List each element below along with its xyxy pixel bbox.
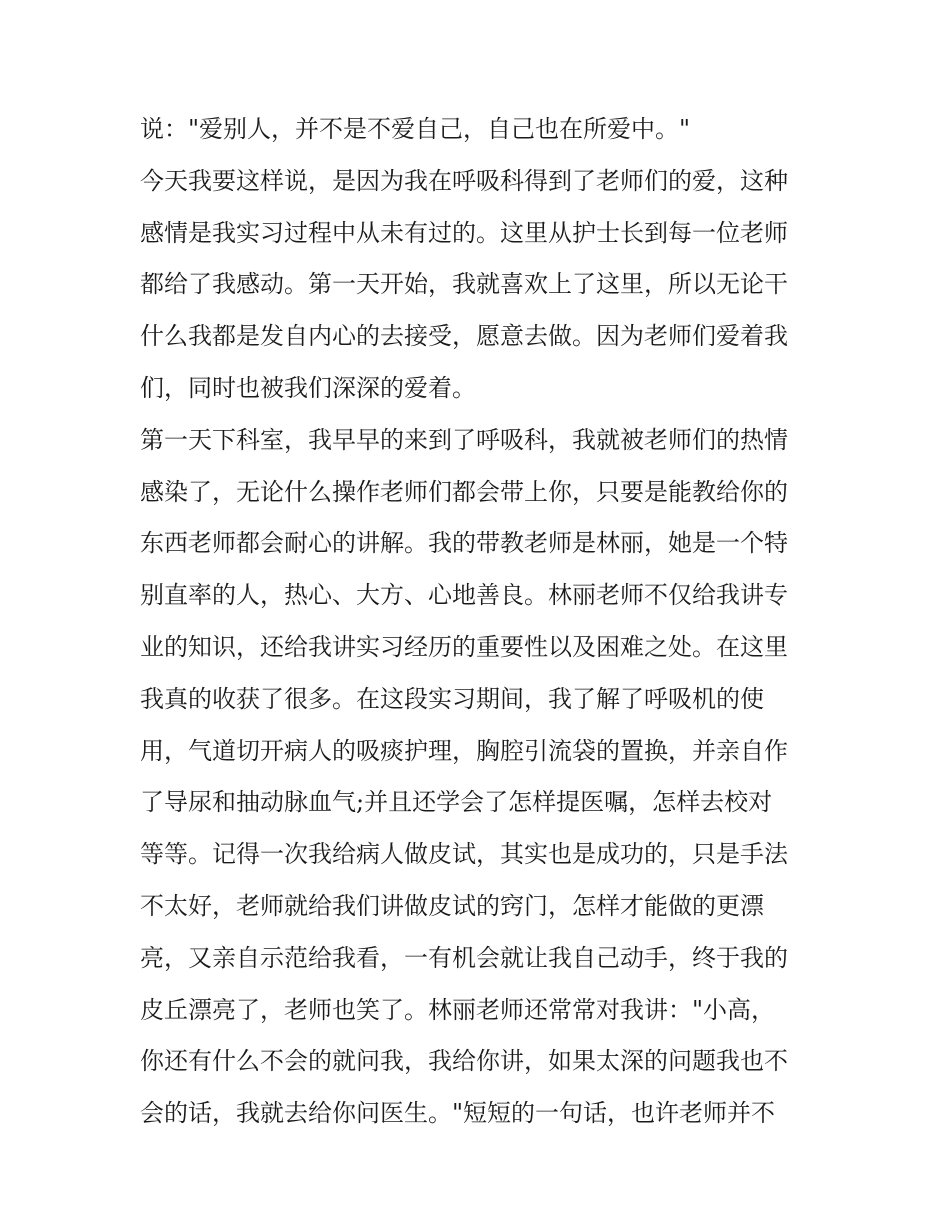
text-line: 你还有什么不会的就问我，我给你讲，如果太深的问题我也不 bbox=[140, 1047, 788, 1076]
text-line: 皮丘漂亮了，老师也笑了。林丽老师还常常对我讲："小高， bbox=[140, 995, 776, 1024]
text-line: 业的知识，还给我讲实习经历的重要性以及困难之处。在这里 bbox=[140, 632, 788, 661]
text-line: 说："爱别人，并不是不爱自己，自己也在所爱中。" bbox=[140, 115, 691, 143]
text-line: 什么我都是发自内心的去接受，愿意去做。因为老师们爱着我 bbox=[140, 322, 788, 351]
text-line: 会的话，我就去给你问医生。"短短的一句话，也许老师并不 bbox=[140, 1099, 776, 1128]
text-line: 东西老师都会耐心的讲解。我的带教老师是林丽，她是一个特 bbox=[140, 529, 788, 558]
text-line: 用，气道切开病人的吸痰护理，胸腔引流袋的置换，并亲自作 bbox=[140, 736, 788, 765]
text-line: 第一天下科室，我早早的来到了呼吸科，我就被老师们的热情 bbox=[140, 425, 788, 454]
text-line: 今天我要这样说，是因为我在呼吸科得到了老师们的爱，这种 bbox=[140, 166, 788, 195]
text-line: 感情是我实习过程中从未有过的。这里从护士长到每一位老师 bbox=[140, 218, 788, 247]
text-line: 了导尿和抽动脉血气;并且还学会了怎样提医嘱，怎样去校对 bbox=[140, 788, 773, 817]
text-line: 亮，又亲自示范给我看，一有机会就让我自己动手，终于我的 bbox=[140, 943, 788, 972]
text-line: 等等。记得一次我给病人做皮试，其实也是成功的，只是手法 bbox=[140, 840, 788, 869]
text-line: 别直率的人，热心、大方、心地善良。林丽老师不仅给我讲专 bbox=[140, 581, 788, 610]
text-line: 不太好，老师就给我们讲做皮试的窍门，怎样才能做的更漂 bbox=[140, 891, 764, 920]
text-line: 都给了我感动。第一天开始，我就喜欢上了这里，所以无论干 bbox=[140, 270, 788, 299]
text-line: 我真的收获了很多。在这段实习期间，我了解了呼吸机的使 bbox=[140, 684, 764, 713]
text-line: 们，同时也被我们深深的爱着。 bbox=[140, 373, 476, 402]
text-line: 感染了，无论什么操作老师们都会带上你，只要是能教给你的 bbox=[140, 477, 788, 506]
body-text bbox=[140, 104, 840, 1140]
